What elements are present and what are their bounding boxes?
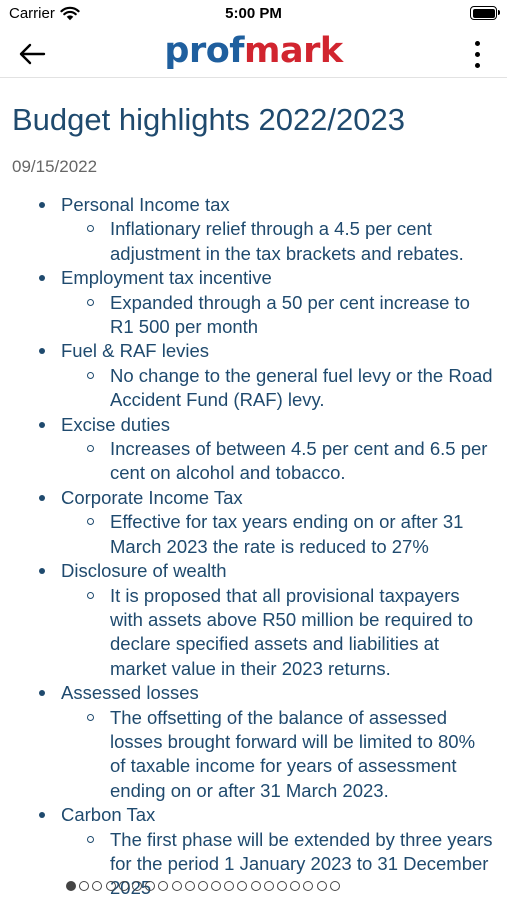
page-dot[interactable] [145,881,155,891]
battery-icon [470,6,497,20]
highlight-detail: The offsetting of the balance of assessed losses brought forward will be limited to 80% of taxable income for years of assessment ending on or after 31 March 2023. [61,706,495,804]
more-vertical-icon-dot [475,63,480,68]
page-dot[interactable] [290,881,300,891]
logo-prof: prof [164,31,244,71]
carrier-label: Carrier [9,5,55,22]
highlights-list [12,193,495,900]
highlight-item [12,193,495,266]
page-dot[interactable] [211,881,221,891]
highlight-item [12,559,495,681]
page-dot[interactable] [185,881,195,891]
battery-fill [473,9,495,18]
highlight-heading: Excise duties [61,413,170,435]
logo-mark: mark [243,31,343,71]
page-dot[interactable] [198,881,208,891]
page-dot[interactable] [106,881,116,891]
highlight-heading: Assessed losses [61,682,199,704]
status-bar [0,0,507,28]
page-dot[interactable] [237,881,247,891]
highlight-heading: Carbon Tax [61,804,156,826]
page-dot[interactable] [119,881,129,891]
page-dot[interactable] [317,881,327,891]
status-time: 5:00 PM [225,5,282,22]
page-dot[interactable] [172,881,182,891]
article-date: 09/15/2022 [12,157,98,176]
highlight-detail: No change to the general fuel levy or the Road Accident Fund (RAF) levy. [61,364,495,413]
more-options-button[interactable] [465,38,489,70]
more-vertical-icon-dot [475,52,480,57]
page-dot[interactable] [158,881,168,891]
article-content[interactable] [0,79,507,900]
page-dot[interactable] [79,881,89,891]
highlight-heading: Disclosure of wealth [61,560,227,582]
page-dot[interactable] [277,881,287,891]
navigation-bar [0,28,507,78]
more-vertical-icon-dot [475,41,480,46]
highlight-item [12,266,495,339]
highlight-item [12,681,495,803]
highlight-heading: Corporate Income Tax [61,486,243,508]
page-dot-active[interactable] [66,881,76,891]
page-indicator[interactable] [0,880,507,892]
page-dot[interactable] [92,881,102,891]
highlight-detail: Expanded through a 50 per cent increase to R1 500 per month [61,291,495,340]
highlight-heading: Fuel & RAF levies [61,340,210,362]
highlight-heading: Personal Income tax [61,194,230,215]
page-dot[interactable] [330,881,340,891]
highlight-item [12,339,495,412]
highlight-heading: Employment tax incentive [61,267,272,289]
highlight-detail: The first phase will be extended by three years for the period 1 January 2023 to 31 December 2025 [61,828,495,900]
highlight-detail: Inflationary relief through a 4.5 per cent adjustment in the tax brackets and rebates. [61,217,495,266]
highlight-item [12,486,495,559]
page-dot[interactable] [224,881,234,891]
page-dot[interactable] [132,881,142,891]
page-dot[interactable] [264,881,274,891]
page-title: Budget highlights 2022/2023 [12,102,405,137]
highlight-detail: It is proposed that all provisional taxpayers with assets above R50 million be required to declare specified assets and liabilities at market value in their 2023 returns. [61,584,495,682]
highlight-item [12,413,495,486]
highlight-detail: Effective for tax years ending on or after 31 March 2023 the rate is reduced to 27% [61,510,495,559]
profmark-logo [0,29,507,73]
page-dot[interactable] [251,881,261,891]
page-dot[interactable] [303,881,313,891]
highlight-detail: Increases of between 4.5 per cent and 6.5 per cent on alcohol and tobacco. [61,437,495,486]
